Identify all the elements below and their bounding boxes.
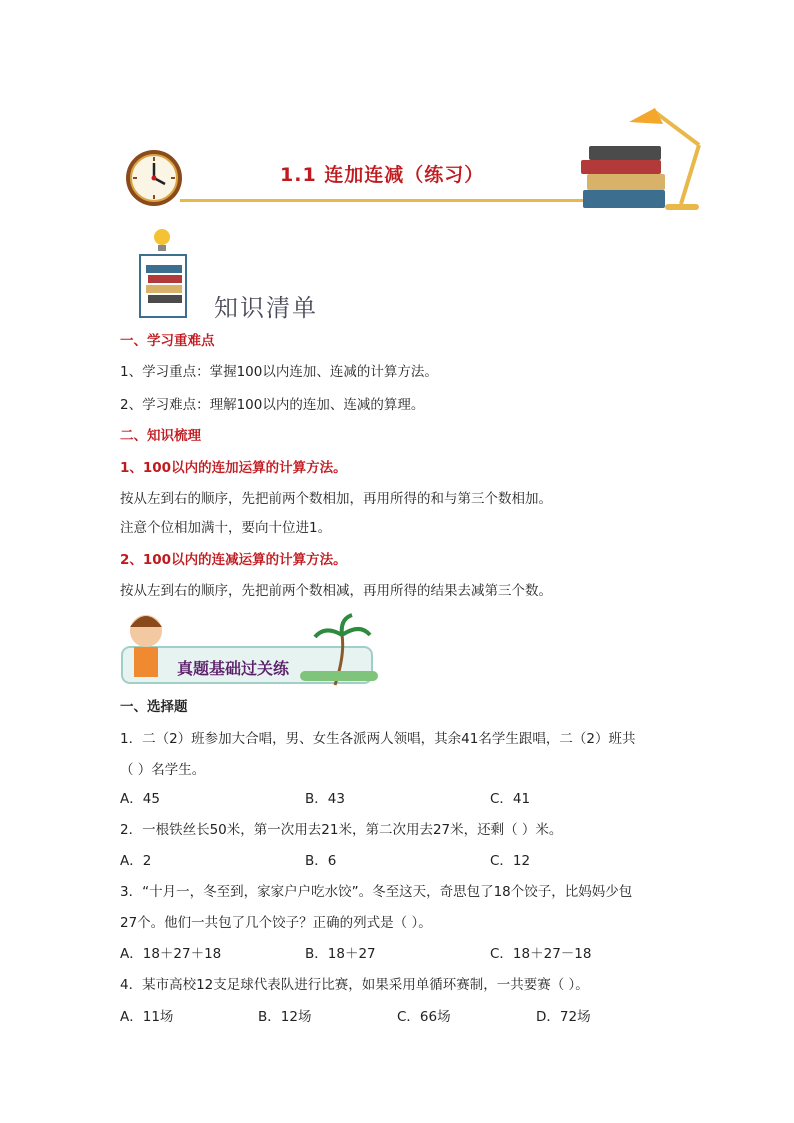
option-a[interactable]: A．2 xyxy=(120,853,152,869)
question-line: 1．二（2）班参加大合唱，男、女生各派两人领唱，其余41名学生跟唱，二（2）班共 xyxy=(120,731,636,747)
bulb-books-icon xyxy=(136,225,196,320)
option-c[interactable]: C．66场 xyxy=(397,1009,451,1025)
question-line: （ ）名学生。 xyxy=(120,762,206,778)
section2-sub2: 2、100以内的连减运算的计算方法。 xyxy=(120,552,347,568)
section2-line: 按从左到右的顺序，先把前两个数相减，再用所得的结果去减第三个数。 xyxy=(120,583,552,599)
question-line: 4．某市高校12支足球代表队进行比赛，如果采用单循环赛制，一共要赛（ ）。 xyxy=(120,977,589,993)
section1-heading: 一、学习重难点 xyxy=(120,333,215,349)
question-line: 27个。他们一共包了几个饺子？正确的列式是（ ）。 xyxy=(120,915,432,931)
title-underline xyxy=(180,199,585,202)
option-b[interactable]: B．43 xyxy=(305,791,345,807)
option-a[interactable]: A．18＋27＋18 xyxy=(120,946,222,962)
section2-line: 按从左到右的顺序，先把前两个数相加，再用所得的和与第三个数相加。 xyxy=(120,491,552,507)
section2-line: 注意个位相加满十，要向十位进1。 xyxy=(120,520,332,536)
clock-icon xyxy=(124,148,184,208)
section2-heading: 二、知识梳理 xyxy=(120,428,201,444)
option-c[interactable]: C．18＋27－18 xyxy=(490,946,592,962)
option-b[interactable]: B．12场 xyxy=(258,1009,312,1025)
practice-banner-label: 真题基础过关练 xyxy=(177,659,290,678)
option-a[interactable]: A．45 xyxy=(120,791,160,807)
question-line: 2．一根铁丝长50米，第一次用去21米，第二次用去27米，还剩（ ）米。 xyxy=(120,822,563,838)
quiz-heading: 一、选择题 xyxy=(120,699,188,715)
section1-line: 1、学习重点：掌握100以内连加、连减的计算方法。 xyxy=(120,364,438,380)
section2-sub1: 1、100以内的连加运算的计算方法。 xyxy=(120,460,347,476)
section1-line: 2、学习难点：理解100以内的连加、连减的算理。 xyxy=(120,397,425,413)
knowledge-banner-label: 知识清单 xyxy=(214,294,318,322)
option-a[interactable]: A．11场 xyxy=(120,1009,174,1025)
option-d[interactable]: D．72场 xyxy=(536,1009,591,1025)
books-lamp-icon xyxy=(575,100,710,215)
page-title: 1.1 连加连减（练习） xyxy=(280,164,485,186)
option-c[interactable]: C．41 xyxy=(490,791,531,807)
option-c[interactable]: C．12 xyxy=(490,853,531,869)
question-line: 3．“十月一，冬至到，家家户户吃水饺”。冬至这天，奇思包了18个饺子，比妈妈少包 xyxy=(120,884,633,900)
option-b[interactable]: B．18＋27 xyxy=(305,946,376,962)
option-b[interactable]: B．6 xyxy=(305,853,337,869)
